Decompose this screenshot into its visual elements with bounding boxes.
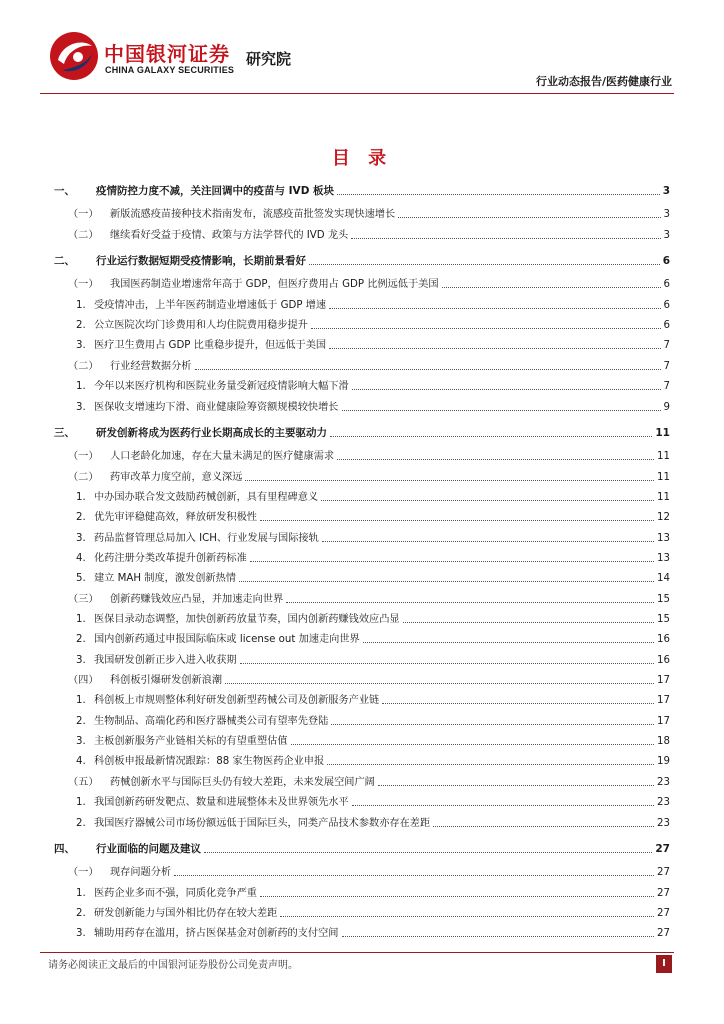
- toc-entry-number: （五）: [68, 776, 99, 788]
- toc-entry-number: 3.: [76, 401, 86, 413]
- toc-entry-title: 科创板上市规则整体利好研发创新型药械公司及创新服务产业链: [94, 695, 380, 707]
- toc-entry-page: 7: [663, 381, 670, 393]
- page-number: I: [656, 955, 672, 973]
- toc-entry-title: 研发创新能力与国外相比仍存在较大差距: [94, 907, 278, 919]
- toc-entry-number: 3.: [76, 340, 86, 352]
- toc-entry-number: 1.: [76, 299, 86, 311]
- toc-entry[interactable]: [54, 902, 670, 920]
- toc-entry-number: 1.: [76, 381, 86, 393]
- toc-entry-page: 12: [657, 512, 670, 524]
- toc-entry-number: 2.: [76, 634, 86, 646]
- toc-leader-dots: [204, 851, 652, 853]
- toc-entry-number: 3.: [76, 532, 86, 544]
- toc-entry[interactable]: [54, 882, 670, 900]
- toc-entry-title: 化药注册分类改革提升创新药标准: [94, 552, 247, 564]
- toc-leader-dots: [291, 743, 654, 745]
- toc-entry-number: （三）: [68, 593, 99, 605]
- toc-entry-number: （二）: [68, 229, 99, 241]
- toc-entry-page: 6: [663, 279, 670, 291]
- toc-leader-dots: [329, 307, 660, 309]
- toc-leader-dots: [250, 560, 654, 562]
- toc-entry[interactable]: [54, 294, 670, 312]
- toc-entry-title: 行业运行数据短期受疫情影响，长期前景看好: [96, 255, 306, 268]
- toc-leader-dots: [322, 540, 654, 542]
- toc-entry-page: 23: [657, 817, 670, 829]
- toc-entry-title: 人口老龄化加速，存在大量未满足的医疗健康需求: [110, 451, 335, 463]
- toc-entry-title: 优先审评稳健高效，释放研发积极性: [94, 512, 257, 524]
- toc-entry[interactable]: [54, 445, 670, 463]
- toc-entry-title: 药审改革力度空前，意义深远: [110, 471, 243, 483]
- toc-entry-title: 生物制品、高端化药和医疗器械类公司有望率先登陆: [94, 715, 329, 727]
- toc-entry-number: 5.: [76, 573, 86, 585]
- toc-entry[interactable]: [54, 861, 670, 879]
- toc-leader-dots: [327, 763, 654, 765]
- toc-leader-dots: [309, 263, 660, 265]
- toc-entry-page: 13: [657, 532, 670, 544]
- toc-entry-title: 我国医药制造业增速常年高于 GDP，但医疗费用占 GDP 比例远低于美国: [110, 279, 439, 291]
- toc-entry-number: 1.: [76, 695, 86, 707]
- toc-entry-page: 27: [657, 887, 670, 899]
- toc-entry-page: 15: [657, 593, 670, 605]
- toc-entry-page: 18: [657, 736, 670, 748]
- toc-entry[interactable]: [54, 224, 670, 242]
- toc-entry-title: 科创板引爆研发创新浪潮: [110, 675, 223, 687]
- toc-leader-dots: [311, 327, 661, 329]
- toc-title: 目 录: [331, 148, 393, 169]
- toc-entry-title: 医疗卫生费用占 GDP 比重稳步提升，但远低于美国: [94, 340, 327, 352]
- toc-entry-title: 行业经营数据分析: [110, 360, 192, 372]
- toc-entry[interactable]: [54, 375, 670, 393]
- toc-entry-title: 药械创新水平与国际巨头仍有较大差距，未来发展空间广阔: [110, 776, 375, 788]
- toc-leader-dots: [363, 641, 654, 643]
- toc-entry[interactable]: [54, 730, 670, 748]
- toc-leader-dots: [342, 409, 661, 411]
- toc-entry[interactable]: [54, 710, 670, 728]
- toc-entry-title: 国内创新药通过申报国际临床或 license out 加速走向世界: [94, 634, 360, 646]
- china-galaxy-logo-icon: [48, 30, 100, 82]
- toc-leader-dots: [260, 519, 654, 521]
- toc-leader-dots: [330, 435, 652, 437]
- toc-entry-page: 3: [663, 209, 670, 221]
- toc-leader-dots: [321, 499, 654, 501]
- toc-entry-page: 3: [662, 185, 670, 197]
- disclaimer-note: 请务必阅读正文最后的中国银河证券股份公司免责声明。: [48, 960, 298, 971]
- toc-entry[interactable]: [54, 314, 670, 332]
- toc-leader-dots: [442, 286, 661, 288]
- toc-entry-page: 19: [657, 756, 670, 768]
- toc-entry-number: 3.: [76, 928, 86, 940]
- toc-entry-page: 23: [657, 776, 670, 788]
- toc-leader-dots: [433, 825, 654, 827]
- toc-entry[interactable]: [54, 355, 670, 373]
- toc-leader-dots: [398, 216, 660, 218]
- toc-entry[interactable]: [54, 203, 670, 221]
- toc-entry-title: 辅助用药存在滥用，挤占医保基金对创新药的支付空间: [94, 928, 339, 940]
- toc-entry-title: 中办国办联合发文鼓励药械创新，具有里程碑意义: [94, 491, 319, 503]
- toc-entry-page: 17: [657, 695, 670, 707]
- toc-entry-number: 一、: [54, 185, 75, 197]
- toc-entry-page: 11: [657, 471, 670, 483]
- toc-leader-dots: [337, 458, 654, 460]
- toc-leader-dots: [280, 915, 654, 917]
- toc-leader-dots: [382, 702, 654, 704]
- toc-leader-dots: [329, 347, 660, 349]
- toc-entry-number: 四、: [54, 842, 75, 855]
- toc-entry[interactable]: [54, 250, 670, 268]
- toc-entry-page: 27: [657, 907, 670, 919]
- toc-leader-dots: [331, 723, 654, 725]
- toc-entry-number: 1.: [76, 491, 86, 503]
- toc-entry[interactable]: [54, 486, 670, 504]
- toc-entry[interactable]: [54, 812, 670, 830]
- toc-entry[interactable]: [54, 567, 670, 585]
- toc-entry-page: 27: [657, 867, 670, 879]
- toc-entry-page: 7: [663, 340, 670, 352]
- report-type: 行业动态报告/医药健康行业: [535, 75, 672, 88]
- toc-leader-dots: [378, 784, 654, 786]
- toc-entry-number: （一）: [68, 451, 99, 463]
- toc-entry[interactable]: [54, 922, 670, 940]
- toc-entry-number: 1.: [76, 797, 86, 809]
- toc-entry-number: （一）: [68, 209, 99, 221]
- toc-entry[interactable]: [54, 527, 670, 545]
- toc-entry[interactable]: [54, 771, 670, 789]
- toc-entry[interactable]: [54, 791, 670, 809]
- toc-entry-title: 我国医疗器械公司市场份额远低于国际巨头，同类产品技术参数亦存在差距: [94, 817, 431, 829]
- toc-entry-page: 23: [657, 797, 670, 809]
- toc-entry-number: 3.: [76, 654, 86, 666]
- toc-entry-title: 医保目录动态调整，加快创新药放量节奏，国内创新药赚钱效应凸显: [94, 614, 400, 625]
- toc-entry-page: 27: [657, 928, 670, 940]
- brand-department: 研究院: [246, 50, 292, 68]
- toc-entry-number: 2.: [76, 320, 86, 332]
- toc-entry[interactable]: [54, 547, 670, 565]
- brand-name-cn: 中国银河证券: [104, 42, 230, 66]
- toc-entry-title: 受疫情冲击，上半年医药制造业增速低于 GDP 增速: [94, 299, 327, 311]
- toc-entry-page: 16: [657, 654, 670, 666]
- toc-entry-title: 科创板申报最新情况跟踪：88 家生物医药企业申报: [94, 756, 325, 768]
- toc-leader-dots: [174, 874, 654, 876]
- toc-entry[interactable]: [54, 689, 670, 707]
- toc-entry-page: 13: [657, 552, 670, 564]
- toc-entry-page: 16: [657, 634, 670, 646]
- toc-entry-page: 6: [662, 255, 670, 268]
- toc-entry-page: 9: [663, 401, 670, 413]
- toc-entry-title: 我国研发创新正步入进入收获期: [94, 654, 237, 666]
- toc-entry-page: 6: [663, 299, 670, 311]
- toc-leader-dots: [342, 935, 655, 937]
- toc-entry-number: 三、: [54, 426, 75, 439]
- toc-entry-page: 11: [655, 426, 670, 439]
- toc-entry-title: 研发创新将成为医药行业长期高成长的主要驱动力: [96, 426, 327, 439]
- toc-entry[interactable]: [54, 669, 670, 687]
- toc-entry-page: 3: [663, 229, 670, 241]
- toc-entry-title: 新版流感疫苗接种技术指南发布，流感疫苗批签发实现快速增长: [110, 209, 396, 221]
- toc-leader-dots: [351, 237, 660, 239]
- toc-leader-dots: [352, 804, 654, 806]
- toc-entry-title: 创新药赚钱效应凸显，并加速走向世界: [110, 593, 284, 605]
- brand-name-en: CHINA GALAXY SECURITIES: [105, 65, 235, 75]
- toc-entry-title: 今年以来医疗机构和医院业务量受新冠疫情影响大幅下滑: [94, 381, 349, 393]
- toc-entry[interactable]: [54, 750, 670, 768]
- toc-entry-page: 15: [657, 614, 670, 625]
- toc-entry-number: 1.: [76, 887, 86, 899]
- toc-entry-number: 3.: [76, 736, 86, 748]
- toc-entry-page: 7: [663, 360, 670, 372]
- toc-entry-title: 医保收支增速均下滑、商业健康险筹资额规模较快增长: [94, 401, 339, 413]
- toc-entry-number: 4.: [76, 552, 86, 564]
- toc-entry[interactable]: [54, 506, 670, 524]
- page-header: [0, 0, 724, 96]
- toc-leader-dots: [403, 621, 654, 623]
- toc-entry-number: （四）: [68, 675, 99, 687]
- toc-leader-dots: [352, 388, 661, 390]
- toc-leader-dots: [195, 368, 661, 370]
- toc-entry[interactable]: [54, 838, 670, 856]
- toc-leader-dots: [239, 580, 654, 582]
- toc-entry-number: 2.: [76, 512, 86, 524]
- toc-leader-dots: [260, 895, 654, 897]
- toc-entry-title: 药品监督管理总局加入 ICH、行业发展与国际接轨: [94, 532, 319, 544]
- toc-entry-number: 2.: [76, 817, 86, 829]
- toc-leader-dots: [245, 479, 654, 481]
- toc-entry-number: （一）: [68, 867, 99, 879]
- toc-entry-page: 11: [657, 491, 670, 503]
- toc-entry-page: 17: [657, 715, 670, 727]
- toc-entry[interactable]: [54, 422, 670, 440]
- toc-entry[interactable]: [54, 588, 670, 606]
- toc-entry-number: 4.: [76, 756, 86, 768]
- toc-entry-number: 二、: [54, 255, 75, 268]
- toc-entry-title: 建立 MAH 制度，激发创新热情: [94, 573, 236, 585]
- toc-entry-title: 现存问题分析: [110, 867, 172, 879]
- toc-entry-title: 医药企业多而不强，同质化竞争严重: [94, 887, 257, 899]
- toc-entry-number: （一）: [68, 279, 99, 291]
- toc-entry-page: 11: [657, 451, 670, 463]
- toc-entry[interactable]: [54, 273, 670, 291]
- toc-entry[interactable]: [54, 334, 670, 352]
- toc-entry-number: 1.: [76, 614, 86, 625]
- toc-entry-page: 27: [655, 842, 670, 855]
- header-divider: [40, 93, 674, 94]
- toc-entry[interactable]: [54, 396, 670, 414]
- footer-divider: [40, 952, 674, 953]
- toc-leader-dots: [225, 682, 654, 684]
- toc-entry-title: 疫情防控力度不减，关注回调中的疫苗与 IVD 板块: [96, 185, 335, 197]
- toc-entry-number: （二）: [68, 471, 99, 483]
- toc-entry-number: 2.: [76, 907, 86, 919]
- toc-leader-dots: [286, 601, 654, 603]
- toc-entry[interactable]: [54, 608, 670, 626]
- toc-entry-title: 继续看好受益于疫情、政策与方法学替代的 IVD 龙头: [110, 229, 349, 241]
- toc-entry[interactable]: [54, 466, 670, 484]
- toc-entry-number: 2.: [76, 715, 86, 727]
- toc-leader-dots: [337, 193, 660, 195]
- toc-entry-title: 行业面临的问题及建议: [96, 842, 201, 855]
- toc-entry-title: 公立医院次均门诊费用和人均住院费用稳步提升: [94, 320, 308, 332]
- toc-entry-page: 17: [657, 675, 670, 687]
- toc-leader-dots: [240, 662, 654, 664]
- toc-entry-title: 我国创新药研发靶点、数量和进展整体未及世界领先水平: [94, 797, 349, 809]
- toc-entry[interactable]: [54, 180, 670, 198]
- toc-entry[interactable]: [54, 628, 670, 646]
- toc-entry-page: 6: [663, 320, 670, 332]
- toc-entry-page: 14: [657, 573, 670, 585]
- toc-entry-number: （二）: [68, 360, 99, 372]
- toc-entry-title: 主板创新服务产业链相关标的有望重塑估值: [94, 736, 288, 748]
- toc-entry[interactable]: [54, 649, 670, 667]
